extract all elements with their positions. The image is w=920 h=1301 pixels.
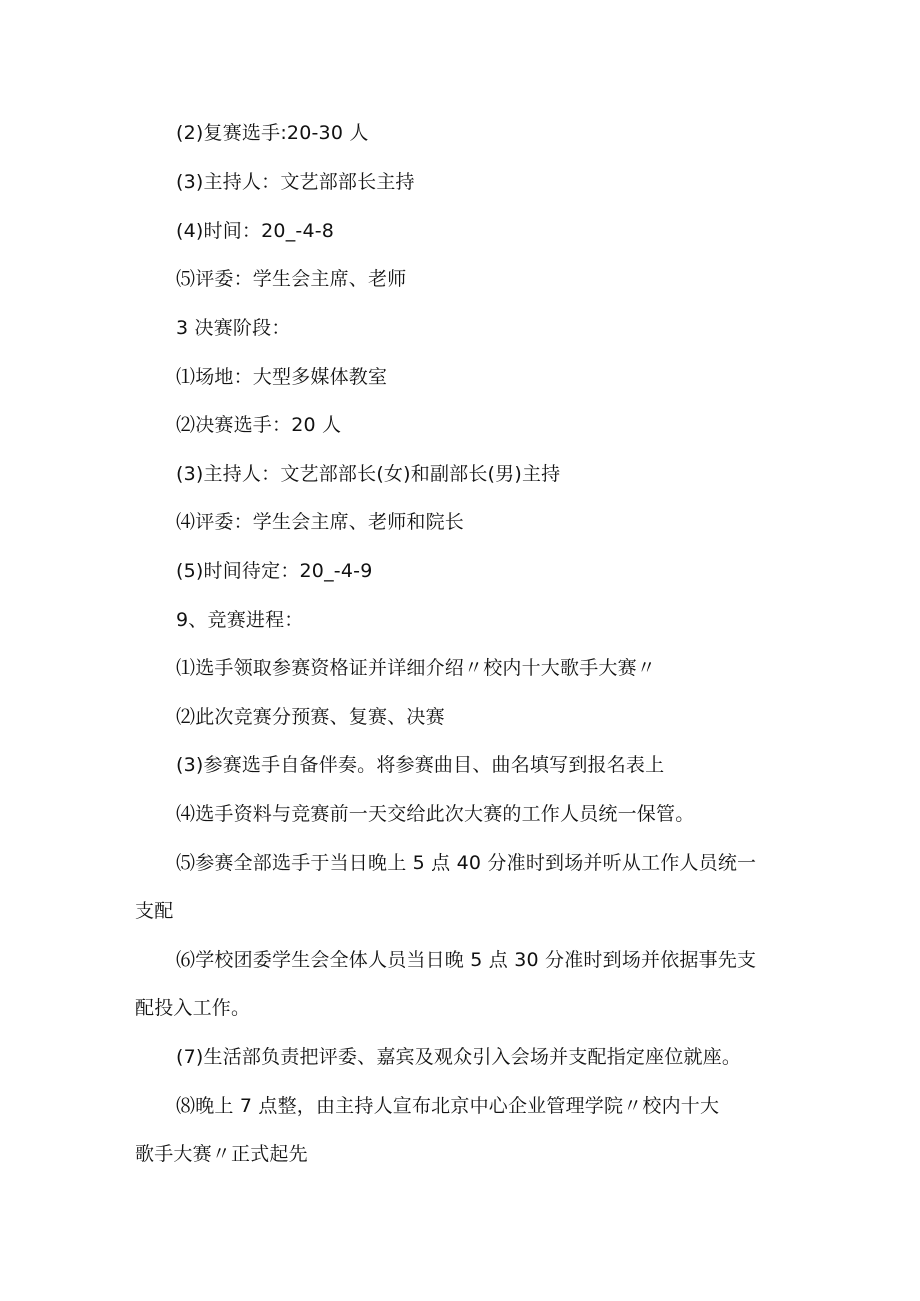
text-line-final-time: (5)时间待定：20_-4-9 xyxy=(176,560,373,582)
text-line-process-2: ⑵此次竞赛分预赛、复赛、决赛 xyxy=(176,706,445,728)
text-line-final-contestants: ⑵决赛选手：20 人 xyxy=(176,414,342,436)
text-line-process-1: ⑴选手领取参赛资格证并详细介绍〃校内十大歌手大赛〃 xyxy=(176,657,657,679)
section-heading-final-stage: 3 决赛阶段： xyxy=(176,317,291,339)
text-line-process-4: ⑷选手资料与竞赛前一天交给此次大赛的工作人员统一保管。 xyxy=(176,803,695,825)
text-line-process-8-continued: 歌手大赛〃正式起先 xyxy=(135,1143,308,1165)
text-line-rematch-contestants: (2)复赛选手:20-30 人 xyxy=(176,122,369,144)
text-line-final-host: (3)主持人：文艺部部长(女)和副部长(男)主持 xyxy=(176,463,561,485)
text-line-rematch-time: (4)时间：20_-4-8 xyxy=(176,220,335,242)
text-line-process-7: (7)生活部负责把评委、嘉宾及观众引入会场并支配指定座位就座。 xyxy=(176,1046,742,1068)
text-line-final-venue: ⑴场地：大型多媒体教室 xyxy=(176,366,388,388)
section-heading-competition-process: 9、竞赛进程： xyxy=(176,609,304,631)
text-line-rematch-host: (3)主持人：文艺部部长主持 xyxy=(176,171,415,193)
text-line-process-6: ⑹学校团委学生会全体人员当日晚 5 点 30 分准时到场并依据事先支 xyxy=(176,949,757,971)
text-line-final-judges: ⑷评委：学生会主席、老师和院长 xyxy=(176,511,465,533)
text-line-process-8: ⑻晚上 7 点整，由主持人宣布北京中心企业管理学院〃校内十大 xyxy=(176,1095,720,1117)
text-line-rematch-judges: ⑸评委：学生会主席、老师 xyxy=(176,268,407,290)
text-line-process-5: ⑸参赛全部选手于当日晚上 5 点 40 分准时到场并听从工作人员统一 xyxy=(176,852,757,874)
text-line-process-6-continued: 配投入工作。 xyxy=(135,997,251,1019)
text-line-process-3: (3)参赛选手自备伴奏。将参赛曲目、曲名填写到报名表上 xyxy=(176,754,665,776)
text-line-process-5-continued: 支配 xyxy=(135,900,174,922)
